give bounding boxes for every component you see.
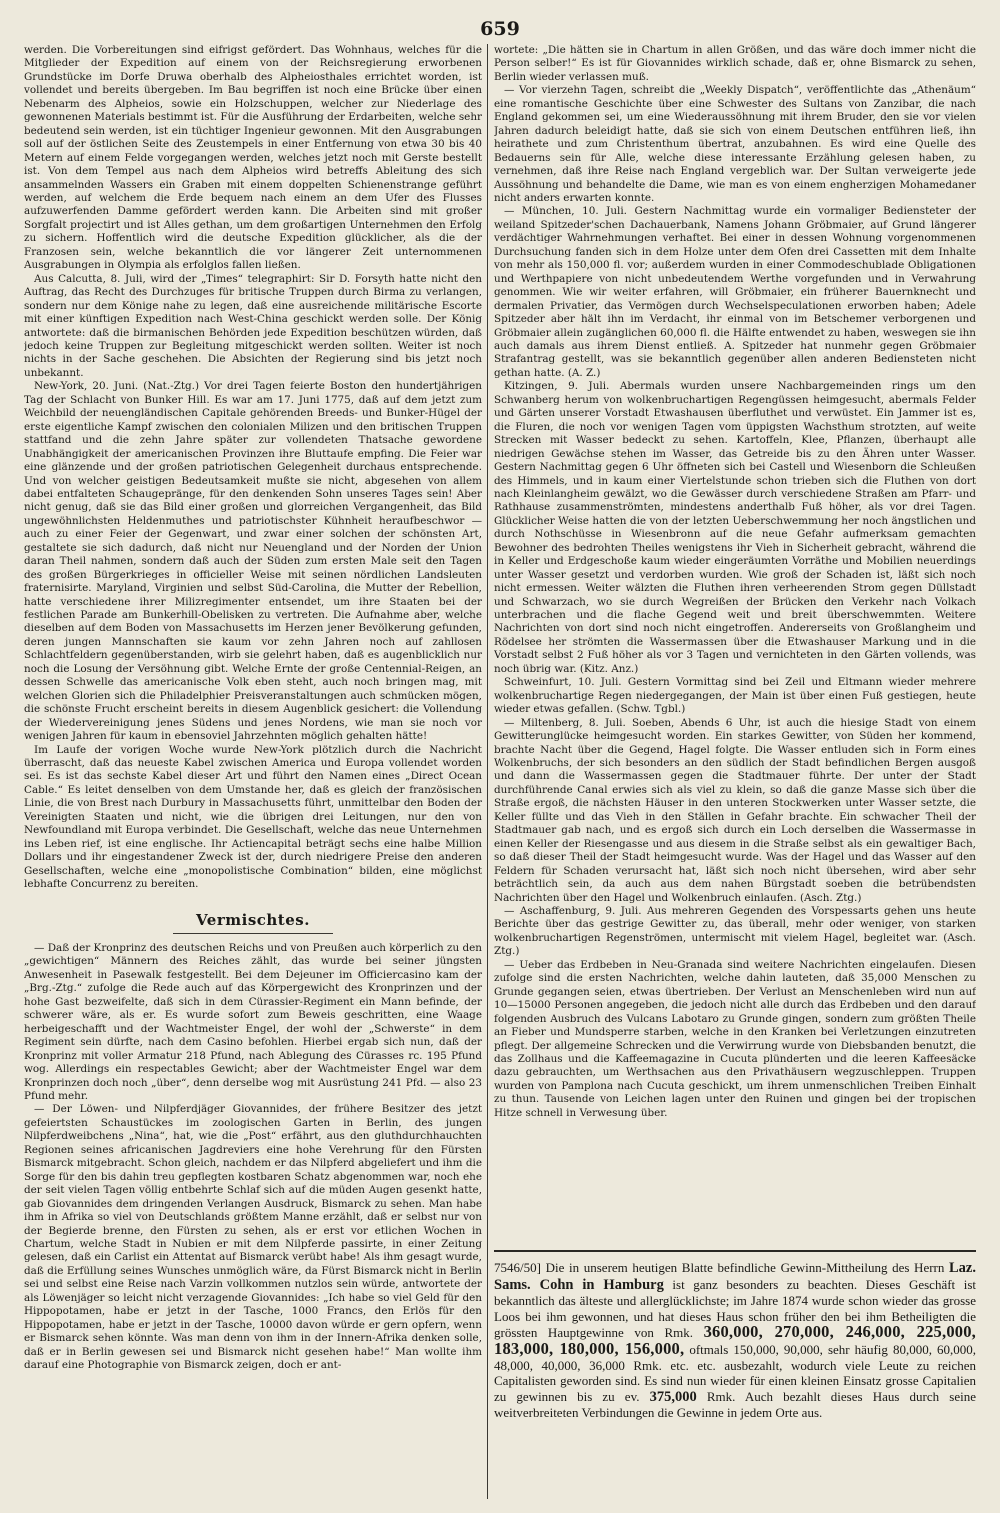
article-miltenberg: — Miltenberg, 8. Juli. Soeben, Abends 6 Uhr, ist auch die hiesige Stadt von einem Gewitterunglücke heimgesucht worden. Ein starkes Gewitter, von Süden her kommend, brachte Nacht über die Gegend, Hagel folgte. Die Wasser entluden sich in Form eines Wolkenbruchs, der sich besonders an den südlich der Stadt befindlichen Bergen ausgoß und dann die Wassermassen gegen die Stadtmauer führte. Der unter der Stadt durchführende Canal erwies sich als viel zu klein, so daß die ganze Masse sich über die Straße ergoß, die nächsten Häuser in den unteren Stockwerken unter Wasser setzte, die Keller füllte und das Vieh in den Ställen in Gefahr brachte. Ein schwacher Theil der Stadtmauer gab nach, und es ergoß sich durch ein Loch derselben die Wassermasse in einen Keller der Riesengasse und aus diesem in die Straße selbst als ein gewaltiger Bach, so daß dieser Theil der Stadt heimgesucht wurde. Was der Hagel und das Wasser auf den Feldern für Schaden verursacht hat, läßt sich noch nicht übersehen, wird aber sehr beträchtlich sein, da auch aus dem nahen Bürgstadt soeben die betrübendsten Nachrichten über den Hagel und Wolkenbruch einlaufen. (Asch. Ztg.) (494, 716, 976, 904)
ad-text-4: Rmk. Auch bezahlt dieses Haus durch seine weitverbreiteten Verbindungen die Gewinne in jedem Orte aus. (494, 1388, 976, 1421)
ad-reference: 7546/50] (494, 1260, 541, 1275)
advertisement-cohn-hamburg (494, 1250, 976, 1421)
ad-text-2: ist ganz besonders zu beachten. Dieses Geschäft ist bekanntlich das älteste und allerglücklichste; im Jahre 1874 wurde schon wieder das grosse Loos bei ihm gewonnen, und hat dieses Haus schon früher den bei ihm Betheiligten die grössten Hauptgewinne von Rmk. (494, 1276, 976, 1341)
ad-max-amount: 375,000 (649, 1388, 697, 1405)
article-olympia: werden. Die Vorbereitungen sind eifrigst gefördert. Das Wohnhaus, welches für die Mitglieder der Expedition auf einem von der Reichsregierung erworbenen Grundstücke im Dorfe Druwa oberhalb des Alpheiosthales errichtet worden, ist vollendet und bereits übergeben. Im Bau begriffen ist noch eine Brücke über einen Nebenarm des Alpheios, sowie ein Holzschuppen, welcher zur Niederlage des gewonnenen Materials bestimmt ist. Für die Ausführung der Erdarbeiten, welche sehr bedeutend sein werden, ist ein tüchtiger Ingenieur gewonnen. Mit den Ausgrabungen soll auf der östlichen Seite des Zeustempels in einer Entfernung von etwa 30 bis 40 Metern auf einem Felde vorgegangen werden, welches jetzt noch mit Gerste bestellt ist. Von dem Tempel aus nach dem Alpheios wird betreffs Ableitung des sich ansammelnden Wassers ein Graben mit einem doppelten Schienenstrange geführt werden, auf welchem die Erde bequem nach einem an dem Ufer des Flusses aufzuwerfenden Damme gefördert werden kann. Die Arbeiten sind mit großer Sorgfalt projectirt und ist Alles gethan, um dem großartigen Unternehmen den Erfolg zu sichern. Hoffentlich wird die deutsche Expedition glücklicher, als die der Franzosen sein, welche bekanntlich die vor längerer Zeit unternommenen Ausgrabungen in Olympia als erfolglos fallen ließen. (24, 44, 482, 272)
page-number: 659 (480, 18, 520, 40)
article-schweinfurt: Schweinfurt, 10. Juli. Gestern Vormittag sind bei Zeil und Eltmann wieder mehrere wolkenbruchartige Regen niedergegangen, der Main ist über einen Fuß gestiegen, heute wieder etwas gefallen. (Schw. Tgbl.) (494, 676, 976, 716)
ad-advertiser: Laz. Sams. Cohn in Hamburg (494, 1260, 976, 1293)
article-aschaffenburg: — Aschaffenburg, 9. Juli. Aus mehreren Gegenden des Vorspessarts gehen uns heute Berichte über das gestrige Gewitter zu, das überall, mehr oder weniger, von starken wolkenbruchartigen Regenströmen, untermischt mit vielem Hagel, begleitet war. (Asch. Ztg.) (494, 905, 976, 958)
ad-text-1: Die in unserem heutigen Blatte befindliche Gewinn-Mittheilung des Herrn (540, 1260, 950, 1275)
column-divider (487, 44, 488, 1499)
article-kitzingen: Kitzingen, 9. Juli. Abermals wurden unsere Nachbargemeinden rings um den Schwanberg herum von wolkenbruchartigen Regengüssen heimgesucht, abermals Felder und Gärten unserer Vorstadt Etwashausen überfluthet und verwüstet. Ein Jammer ist es, die Fluren, die noch vor wenigen Tagen vom üppigsten Wachsthum strotzten, auf weite Strecken mit Wasser bedeckt zu sehen. Kartoffeln, Klee, Pflanzen, überhaupt alle niedrigen Gewächse stehen im Wasser, das Getreide bis zu den Ähren unter Wasser. Gestern Nachmittag gegen 6 Uhr öffneten sich bei Castell und Wiesenborn die Schleußen des Himmels, und in kaum einer Viertelstunde schon trieben sich die Fluthen von dort nach Kleinlangheim gewälzt, wo die Gewässer durch verschiedene Straßen am Pfarr- und Rathhause zusammenströmten, mindestens anderthalb Fuß höher, als vor drei Tagen. Glücklicher Weise hatten die von der letzten Ueberschwemmung her noch ängstlichen und durch Nothschüsse in Wiesenbronn auf die neue Gefahr aufmerksam gemachten Bewohner des bedrohten Theiles wenigstens ihr Vieh in Sicherheit gebracht, während die in Keller und Erdgeschoße kaum wieder eingeräumten Vorräthe und Mobilien neuerdings unter Wasser gesetzt und verdorben wurden. Wie groß der Schaden ist, läßt sich noch nicht ermessen. Weiter wälzten die Fluthen ihren verheerenden Strom gegen Düllstadt und Schwarzach, wo sie durch Wegreißen der Brücken den Verkehr nach Volkach unterbrachen und die flache Gegend weit und breit überschwemmten. Weitere Nachrichten von dort sind noch nicht eingetroffen. Andererseits von Großlangheim und Rödelsee her strömten die Wassermassen über die Etwashauser Markung und in die Vorstadt selbst 2 Fuß höher als vor 3 Tagen und vernichteten in den Gärten vollends, was noch übrig war. (Kitz. Anz.) (494, 380, 976, 675)
article-zanzibar: — Vor vierzehn Tagen, schreibt die „Weekly Dispatch“, veröffentlichte das „Athenäum“ eine romantische Geschichte über eine Schwester des Sultans von Zanzibar, die nach England gekommen sei, um eine Wiederaussöhnung mit ihrem Bruder, den sie vor vielen Jahren dadurch beleidigt hatte, daß sie sich von einem Deutschen entführen ließ, ihn heirathete und zum Christenthum übertrat, anzubahnen. Es wird eine Quelle des Bedauerns sein für Alle, welche diese interessante Erzählung gelesen haben, zu vernehmen, daß ihre Reise nach England vergeblich war. Der Sultan verweigerte jede Aussöhnung und behandelte die Dame, wie man es von einem engherzigen Mohamedaner nicht anders erwarten konnte. (494, 84, 976, 204)
ad-text-3: oftmals 150,000, 90,000, sehr häufig 80,000, 60,000, 48,000, 40,000, 36,000 Rmk. etc. etc. ausbezahlt, wodurch viele Leute zu reichen Capitalisten geworden sind. Es sind nun wieder für einen kleinen Einsatz grosse Capitalien zu gewinnen bis zu ev. (494, 1341, 976, 1404)
article-new-york: New-York, 20. Juni. (Nat.-Ztg.) Vor drei Tagen feierte Boston den hundertjährigen Tag der Schlacht von Bunker Hill. Es war am 17. Juni 1775, daß auf dem jetzt zum Weichbild der neuengländischen Capitale gehörenden Breeds- und Bunker-Hügel der erste eigentliche Kampf zwischen den colonialen Milizen und den britischen Truppen stattfand und die zehn Jahre später zur vollendeten Thatsache gewordene Unabhängigkeit der americanischen Provinzen ihre Bluttaufe empfing. Die Feier war eine glänzende und der großen patriotischen Gelegenheit durchaus entsprechende. Und von welcher geistigen Bedeutsamkeit mußte sie nicht, abgesehen von allem dabei entfalteten Schaugepränge, für den denkenden Sohn unseres Tages sein! Aber nicht genug, daß sie das Bild einer großen und glorreichen Vergangenheit, das Bild ungewöhnlichsten Heldenmuthes und patriotischster Kühnheit heraufbeschwor — auch zu einer Feier der Gegenwart, und zwar einer solchen der schönsten Art, gestaltete sie sich dadurch, daß nicht nur Neuengland und der Norden der Union daran Theil nahmen, sondern daß auch der Süden zum ersten Male seit den Tagen des großen Bürgerkrieges in officieller Weise mit seinen nördlichen Landsleuten fraternisirte. Maryland, Virginien und selbst Süd-Carolina, die Mutter der Rebellion, hatte verschiedene ihrer Milizregimenter entsendet, um ihre Staaten bei der festlichen Parade am Bunkerhill-Obelisken zu vertreten. Die Aufnahme aber, welche dieselben auf dem Boden von Massachusetts im Herzen jener Bevölkerung gefunden, deren jungen Mannschaften sie kaum vor zehn Jahren noch auf zahllosen Schlachtfeldern gegenüberstanden, wirb sie gelehrt haben, daß es augenblicklich nur noch die Losung der Versöhnung gibt. Welche Ernte der große Centennial-Reigen, an dessen Schwelle das americanische Volk eben steht, auch noch bringen mag, mit welchen Glorien sich die Philadelphier Preisveranstaltungen auch schmücken mögen, die schönste Frucht erscheint bereits in diesem Augenblick gesichert: die Vollendung der Wiedervereinigung jenes Südens und jenes Nordens, wie man sie noch vor wenigen Jahren für kaum in ebensoviel Jahrzehnten möglich gehalten hätte! (24, 380, 482, 743)
article-giovannides: — Der Löwen- und Nilpferdjäger Giovannides, der frühere Besitzer des jetzt gefeiertsten Schaustückes im zoologischen Garten in Berlin, des jungen Nilpferdweibchens „Nina“, hat, wie die „Post“ erfährt, aus den gluthdurchhauchten Regionen seines africanischen Jagdreviers eine hohe Verehrung für den Fürsten Bismarck mitgebracht. Schon gleich, nachdem er das Nilpferd abgeliefert und ihm die Sorge für den bis dahin treu gepflegten kostbaren Schatz abgenommen war, noch ehe der seit vielen Tagen völlig entbehrte Schlaf sich auf die müden Augen gesenkt hatte, gab Giovannides dem dringenden Verlangen Ausdruck, Bismarck zu sehen. Man habe ihm in Afrika so viel von Deutschlands größtem Manne erzählt, daß er selbst nur von der Begierde brenne, den Fürsten zu sehen, als er erst vor etlichen Wochen in Chartum, welche Stadt in Nubien er mit dem Nilpferde passirte, in einer Zeitung gelesen, daß ein Carlist ein Attentat auf Bismarck verübt habe! Als ihm gesagt wurde, daß die Erfüllung seines Wunsches unmöglich wäre, da Fürst Bismarck nicht in Berlin sei und selbst eine Reise nach Varzin vollkommen nutzlos sein würde, antwortete der als Löwenjäger so leicht nicht verzagende Giovannides: „Ich habe so viel Geld für den Hippopotamen, habe er jetzt in der Tasche, 1000 Francs, den Erlös für den Hippopotamen, habe er jetzt in der Tasche, 10000 davon würde er gern opfern, wenn er Bismarck sehen könnte. Was man denn von ihm in der Innern-Afrika denken solle, daß er in Berlin gewesen sei und Bismarck nicht gesehen habe!“ Man wollte ihm darauf eine Photographie von Bismarck zeigen, doch er ant- (24, 1103, 482, 1372)
article-kronprinz: — Daß der Kronprinz des deutschen Reichs und von Preußen auch körperlich zu den „gewichtigen“ Männern des Reiches zählt, das wurde bei seiner jüngsten Anwesenheit in Pasewalk festgestellt. Bei dem Dejeuner im Officiercasino kam der „Brg.-Ztg.“ zufolge die Rede auch auf das Körpergewicht des Kronprinzen und der hohe Gast bezweifelte, daß sich in dem Cürassier-Regiment ein Mann befinde, der schwerer wäre, als er. Es wurde sofort zum Beweis geschritten, eine Waage herbeigeschafft und der Wachtmeister Engel, der wohl der „Schwerste“ in dem Regiment sein dürfte, nach dem Casino befohlen. Hierbei ergab sich nun, daß der Kronprinz mit voller Armatur 218 Pfund, nach Ablegung des Cürasses rc. 195 Pfund wog. Allerdings ein respectables Gewicht; aber der Wachtmeister Engel war dem Kronprinzen doch noch „über“, denn derselbe wog mit Ausrüstung 241 Pfd. — also 23 Pfund mehr. (24, 942, 482, 1102)
right-column (494, 44, 976, 1243)
article-calcutta: Aus Calcutta, 8. Juli, wird der „Times“ telegraphirt: Sir D. Forsyth hatte nicht den Auftrag, das Recht des Durchzuges für britische Truppen durch Birma zu verlangen, sondern nur dem Könige nahe zu legen, daß eine ausreichende militärische Escorte mit einer künftigen Expedition nach West-China geschickt werden solle. Der König antwortete: daß die birmanischen Behörden jede Expedition beschützen würden, daß jedoch keine Truppen zur Begleitung mitgeschickt werden sollten. Weiter ist noch nichts in der Sache geschehen. Die Absichten der Regierung sind bis jetzt noch unbekannt. (24, 272, 482, 379)
article-neu-granada: — Ueber das Erdbeben in Neu-Granada sind weitere Nachrichten eingelaufen. Diesen zufolge sind die ersten Nachrichten, welche dahin lauteten, daß 35,000 Menschen zu Grunde gegangen seien, etwas übertrieben. Der Verlust an Menschenleben wird nun auf 10—15000 Personen angegeben, die jedoch nicht alle durch das Erdbeben und den darauf folgenden Ausbruch des Vulcans Labotaro zu Grunde gingen, sondern zum größten Theile an Fieber und Mundsperre starben, welche in den Kranken bei Verletzungen einzutreten pflegt. Der allgemeine Schrecken und die Verwirrung wurde von Diebsbanden benutzt, die das Zollhaus und die Kaffeemagazine in Cucuta plünderten und die leeren Kaffeesäcke dazu gebrauchten, um Werthsachen aus den Privathäusern wegzuschleppen. Truppen wurden von Pamplona nach Cucuta geschickt, um ihrem unmenschlichen Treiben Einhalt zu thun. Tausende von Leichen lagen unter den Ruinen und gingen bei der tropischen Hitze schnell in Verwesung über. (494, 958, 976, 1119)
section-title-vermischtes: Vermischtes. (24, 914, 482, 934)
article-muenchen: — München, 10. Juli. Gestern Nachmittag wurde ein vormaliger Bediensteter der weiland Spitzeder'schen Dachauerbank, Namens Johann Gröbmaier, auf Grund längerer verdächtiger Wahrnehmungen verhaftet. Bei einer in dessen Wohnung vorgenommenen Durchsuchung fanden sich in dem Holze unter dem Ofen drei Cassetten mit dem Inhalte von mehr als 150,000 fl. vor; außerdem wurden in einer Commodeschublade Obligationen und Werthpapiere von nicht unbedeutendem Werthe vorgefunden und in Verwahrung genommen. Wie wir weiter erfahren, will Gröbmaier, ein früherer Bauernknecht und dermalen Privatier, das Vermögen durch Wechselspeculationen erworben haben; Adele Spitzeder aber hält ihn im Verdacht, ihr einmal von im Betschemer verborgenen und Gröbmaier allein zugänglichen 60,000 fl. die Hälfte entwendet zu haben, weswegen sie ihn auch damals aus ihrem Dienst entließ. A. Spitzeder hat nunmehr gegen Gröbmaier Strafantrag gestellt, was sie bekanntlich gegenüber allen anderen Bediensteten nicht gethan hatte. (A. Z.) (494, 205, 976, 379)
left-column (24, 44, 482, 1501)
article-giovannides-cont: wortete: „Die hätten sie in Chartum in allen Größen, und das wäre doch immer nicht die Person selber!“ Es ist für Giovannides wirklich schade, daß er, ohne Bismarck zu sehen, Berlin wieder verlassen muß. (494, 44, 976, 83)
ad-amounts: 360,000, 270,000, 246,000, 225,000, 183,000, 180,000, 156,000, (494, 1322, 977, 1358)
article-ocean-cable: Im Laufe der vorigen Woche wurde New-York plötzlich durch die Nachricht überrascht, daß das neueste Kabel zwischen America und Europa vollendet worden sei. Es ist das sechste Kabel dieser Art und führt den Namen eines „Direct Ocean Cable.“ Es leitet denselben von dem Umstande her, daß es gleich der französischen Linie, die von Brest nach Durbury in Massachusetts führt, unmittelbar den Boden der Vereinigten Staaten und nicht, wie die übrigen drei Leitungen, nur den von Newfoundland mit Europa verbindet. Die Gesellschaft, welche das neue Unternehmen ins Leben rief, ist eine englische. Ihr Actiencapital beträgt sechs eine halbe Million Dollars und ihr eingestandener Zweck ist der, durch niedrigere Preise den anderen Gesellschaften, welche eine „monopolistische Combination“ bilden, eine möglichst lebhafte Concurrenz zu bereiten. (24, 743, 482, 891)
